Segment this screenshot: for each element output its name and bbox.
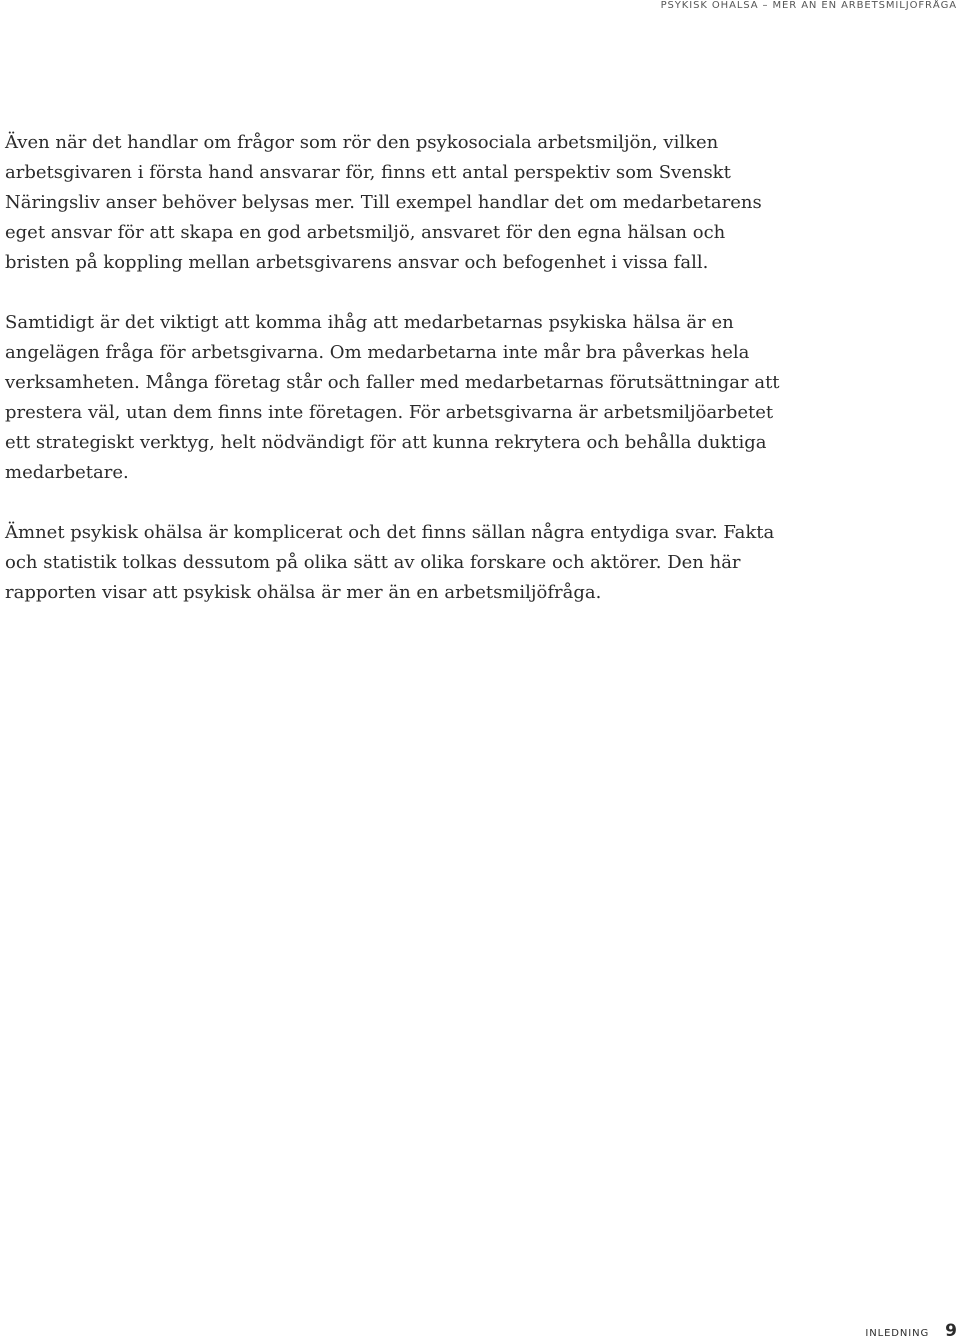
paragraph-2: Samtidigt är det viktigt att komma ihåg att medarbetarnas psykiska hälsa är en angelägen fråga för arbetsgivarna. Om medarbetarna inte mår bra påverkas hela verksamheten. Många företag står och faller med medarbetarnas förutsättningar att prestera väl, utan dem finns inte företagen. För arbetsgivarna är arbetsmiljöarbetet ett strategiskt verktyg, helt nödvändigt för att kunna rekrytera och behålla duktiga medarbetare. — [5, 312, 780, 483]
paragraph-3: Ämnet psykisk ohälsa är komplicerat och det finns sällan några entydiga svar. Fakta och statistik tolkas dessutom på olika sätt av olika forskare och aktörer. Den här rapporten visar att psykisk ohälsa är mer än en arbetsmiljöfråga. — [5, 522, 775, 603]
body-text — [5, 128, 785, 638]
running-header: PSYKISK OHÄLSA – MER ÄN EN ARBETSMILJÖFRÅGA — [660, 0, 957, 11]
paragraph-1: Även när det handlar om frågor som rör den psykosociala arbetsmiljön, vilken arbetsgivaren i första hand ansvarar för, finns ett antal perspektiv som Svenskt Näringsliv anser behöver belysas mer. Till exempel handlar det om medarbetarens eget ansvar för att skapa en god arbetsmiljö, ansvaret för den egna hälsan och bristen på koppling mellan arbetsgivarens ansvar och befogenhet i vissa fall. — [5, 132, 762, 273]
page-number: 9 — [945, 1321, 957, 1341]
section-label: INLEDNING — [865, 1328, 930, 1339]
page-footer — [865, 1321, 957, 1341]
